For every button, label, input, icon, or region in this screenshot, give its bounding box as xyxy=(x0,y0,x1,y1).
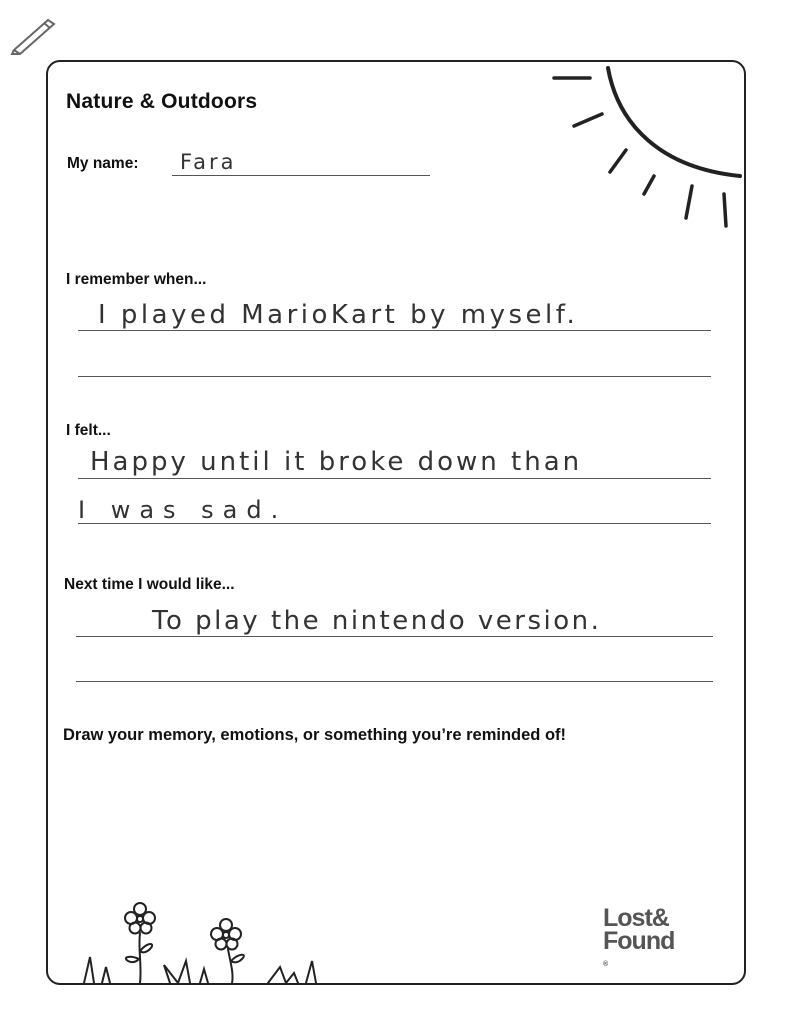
sun-icon xyxy=(550,64,746,234)
writing-line xyxy=(78,330,711,331)
worksheet-title: Nature & Outdoors xyxy=(66,90,258,113)
writing-line xyxy=(76,636,713,637)
name-label: My name: xyxy=(67,155,139,172)
name-value: Fara xyxy=(180,150,237,174)
answer-line-1: To play the nintendo version. xyxy=(152,606,602,636)
writing-line xyxy=(78,376,711,377)
writing-line xyxy=(78,478,711,479)
flower-icon xyxy=(80,895,330,987)
answer-line-1: Happy until it broke down than xyxy=(90,447,583,477)
draw-prompt: Draw your memory, emotions, or something you’re reminded of! xyxy=(63,726,567,744)
answer-line-2: I was sad. xyxy=(78,496,288,524)
prompt-label-next-time: Next time I would like... xyxy=(64,576,235,593)
pencil-icon xyxy=(8,12,60,56)
name-line xyxy=(172,175,430,176)
lost-and-found-logo xyxy=(603,904,675,976)
logo-line-1: Lost& xyxy=(603,904,669,932)
writing-line xyxy=(76,681,713,682)
answer-line-1: I played MarioKart by myself. xyxy=(98,300,579,330)
logo-line-2: Found xyxy=(603,927,675,955)
logo-registered-mark: ® xyxy=(603,961,608,968)
prompt-label-felt: I felt... xyxy=(66,422,111,439)
prompt-label-remember: I remember when... xyxy=(66,271,207,288)
writing-line xyxy=(78,523,711,524)
